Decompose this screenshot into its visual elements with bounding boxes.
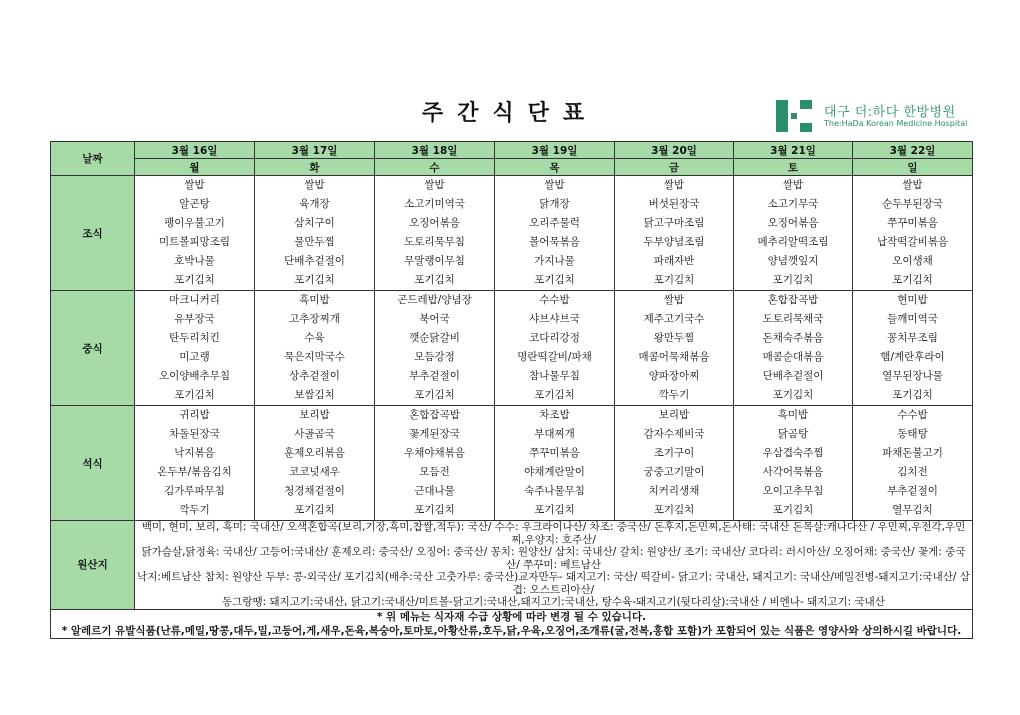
dish-item: 야채계란말이 [524, 466, 585, 478]
date-row [51, 142, 973, 159]
dish-item: 숙주나물무침 [524, 485, 585, 497]
dish-list [734, 291, 852, 405]
hospital-logo [776, 100, 986, 132]
day-of-week: 토 [734, 159, 853, 176]
dish-item: 매콤순대볶음 [762, 351, 824, 363]
dish-item: 쌀밥 [782, 179, 804, 191]
origin-row [51, 521, 973, 610]
dish-item: 유부장국 [174, 313, 215, 325]
dish-item: 양념깻잎지 [767, 255, 819, 267]
dish-list [853, 406, 972, 520]
dish-item: 쭈꾸미볶음 [529, 447, 580, 459]
dish-item: 들깨미역국 [887, 313, 938, 325]
dish-item: 메추리알떡조림 [757, 236, 829, 248]
dish-item: 참나물무침 [529, 370, 580, 382]
origin-line: 닭가슴살,닭정육: 국내산/ 고등어:국내산/ 훈제오리: 중국산/ 오징어: 중국산/ 꽁치: 원양산/ 삼치: 국내산/ 갈치: 원양산/ 조기: 국내산/ 코다리: 러시아산/ 오징어채: 중국산/ 꽃게: 중국산/ 쭈꾸미: 베트남산 [141, 546, 966, 571]
dish-item: 깻순닭갈비 [409, 332, 460, 344]
dish-list [615, 176, 733, 290]
meal-row [51, 406, 973, 521]
dish-item: 닭개장 [539, 198, 570, 210]
dish-item: 미고랭 [179, 351, 210, 363]
meal-cell [615, 291, 734, 406]
dish-item: 사각어묵볶음 [762, 466, 824, 478]
dish-item: 흑미밥 [777, 409, 809, 421]
page-title: 주간식단표 [421, 101, 599, 126]
dish-item: 사골곰국 [294, 428, 335, 440]
notice-cell [51, 609, 973, 638]
dish-list [495, 406, 614, 520]
dish-item: 쌀밥 [663, 179, 685, 191]
dish-item: 포기김치 [892, 274, 933, 286]
dish-item: 혼합잡곡밥 [767, 294, 819, 306]
dish-item: 햄/계란후라이 [880, 351, 945, 363]
dish-item: 열무된장나물 [882, 370, 943, 382]
dish-item: 두부양념조림 [643, 236, 705, 248]
dish-item: 닭고구마조림 [643, 217, 705, 229]
meal-cell [135, 291, 255, 406]
meal-label: 조식 [51, 176, 135, 291]
dish-item: 동태탕 [897, 428, 928, 440]
dish-list [135, 291, 254, 405]
dish-list [375, 291, 494, 405]
dish-item: 쭈꾸미볶음 [887, 217, 938, 229]
dish-item: 온두부/볶음김치 [157, 466, 232, 478]
dish-item: 파채돈불고기 [882, 447, 943, 459]
dish-item: 쌀밥 [304, 179, 325, 191]
dish-list [135, 406, 254, 520]
meal-label: 석식 [51, 406, 135, 521]
dish-item: 육개장 [299, 198, 330, 210]
dish-item: 오리주물럭 [529, 217, 580, 229]
dish-item: 깍두기 [658, 389, 690, 401]
dish-item: 오이생채 [892, 255, 933, 267]
dish-item: 오징어볶음 [409, 217, 460, 229]
dish-item: 포기김치 [772, 504, 814, 516]
dish-item: 순두부된장국 [882, 198, 943, 210]
dish-item: 포기김치 [414, 274, 455, 286]
dish-list [255, 176, 374, 290]
dish-item: 코다리강정 [529, 332, 580, 344]
dish-item: 매콤어묵채볶음 [638, 351, 710, 363]
dish-item: 가지나물 [534, 255, 575, 267]
dish-item: 쌀밥 [663, 294, 685, 306]
dish-item: 볼어묵볶음 [529, 236, 580, 248]
meal-cell [615, 176, 734, 291]
dish-item: 혼합잡곡밥 [409, 409, 460, 421]
origin-text [135, 521, 973, 610]
dish-item: 포기김치 [414, 389, 455, 401]
dish-item: 깍두기 [179, 504, 210, 516]
dish-item: 수육 [304, 332, 325, 344]
dish-item: 물만두찜 [294, 236, 335, 248]
dish-item: 꽃게된장국 [409, 428, 460, 440]
dish-item: 수수밥 [539, 294, 570, 306]
day-date: 3월 21일 [734, 142, 853, 159]
meal-cell [734, 291, 853, 406]
dish-item: 쌀밥 [544, 179, 565, 191]
dish-item: 닭곰탕 [777, 428, 809, 440]
dish-item: 치커리생채 [648, 485, 700, 497]
dish-item: 청경채겉절이 [284, 485, 345, 497]
dish-item: 북어국 [419, 313, 450, 325]
dish-item: 곤드레밥/양념장 [397, 294, 472, 306]
meal-cell [495, 406, 615, 521]
meal-cell [135, 406, 255, 521]
day-of-week: 금 [615, 159, 734, 176]
date-header-label: 날짜 [51, 142, 135, 176]
meal-cell [495, 291, 615, 406]
weekday-row [51, 159, 973, 176]
meal-cell [375, 291, 495, 406]
dish-item: 부추겉절이 [887, 485, 938, 497]
dish-item: 모듬전 [419, 466, 450, 478]
dish-item: 감자수제비국 [643, 428, 705, 440]
notice-line: * 위 메뉴는 식자재 수급 상황에 따라 변경 될 수 있습니다. [376, 610, 647, 623]
dish-list [255, 291, 374, 405]
dish-item: 쌀밥 [902, 179, 923, 191]
dish-item: 포기김치 [653, 274, 695, 286]
meal-cell [255, 176, 375, 291]
dish-list [734, 406, 852, 520]
dish-item: 단배추겉절이 [762, 370, 824, 382]
dish-item: 미트볼피망조림 [158, 236, 230, 248]
day-date: 3월 19일 [495, 142, 615, 159]
dish-item: 도토리묵무침 [404, 236, 465, 248]
dish-item: 단배추겉절이 [284, 255, 345, 267]
dish-item: 훈제오리볶음 [284, 447, 345, 459]
dish-item: 삼치구이 [294, 217, 335, 229]
dish-item: 소고기무국 [767, 198, 819, 210]
meal-cell [734, 406, 853, 521]
meal-cell [375, 176, 495, 291]
dish-item: 파래자반 [653, 255, 695, 267]
dish-item: 제주고기국수 [643, 313, 705, 325]
notice-row [51, 609, 973, 638]
dish-item: 현미밥 [897, 294, 928, 306]
dish-item: 꽁치무조림 [887, 332, 938, 344]
dish-item: 포기김치 [534, 504, 575, 516]
dish-item: 우채야채볶음 [404, 447, 465, 459]
notice-line: * 알레르기 유발식품(난류,메밀,땅콩,대두,밀,고등어,게,새우,돈육,복숭아,토마토,아황산류,호두,닭,우육,오징어,조개류(굴,전복,홍합 포함)가 포함되어 있는 식품은 영양사와 상의하시길 바랍니다. [61, 624, 962, 637]
origin-line: 동그랑땡: 돼지고기:국내산, 닭고기:국내산/미트볼-닭고기:국내산,돼지고기:국내산, 탕수육-돼지고기(뒷다리살):국내산 / 비엔나- 돼지고기: 국내산 [222, 596, 885, 608]
dish-list [135, 176, 254, 290]
dish-item: 도토리묵채국 [762, 313, 824, 325]
dish-item: 알곤탕 [179, 198, 210, 210]
dish-item: 양파장아찌 [648, 370, 700, 382]
dish-item: 귀리밥 [179, 409, 210, 421]
dish-item: 왕만두찜 [653, 332, 695, 344]
dish-item: 코코넛새우 [289, 466, 340, 478]
meal-cell [853, 291, 973, 406]
dish-item: 고추장찌개 [289, 313, 340, 325]
dish-item: 보리밥 [299, 409, 330, 421]
meal-cell [734, 176, 853, 291]
dish-item: 소고기미역국 [404, 198, 465, 210]
meal-cell [135, 176, 255, 291]
day-of-week: 화 [255, 159, 375, 176]
meal-label: 중식 [51, 291, 135, 406]
dish-item: 납작떡갈비볶음 [876, 236, 948, 248]
dish-list [495, 291, 614, 405]
dish-list [495, 176, 614, 290]
dish-item: 마크니커리 [169, 294, 220, 306]
dish-item: 무말랭이무침 [404, 255, 465, 267]
dish-item: 포기김치 [772, 389, 814, 401]
dish-item: 팽이우불고기 [164, 217, 225, 229]
dish-item: 낙지볶음 [174, 447, 215, 459]
dish-item: 묵은지막국수 [284, 351, 345, 363]
day-date: 3월 17일 [255, 142, 375, 159]
dish-item: 돈채숙주볶음 [762, 332, 824, 344]
dish-item: 부추겉절이 [409, 370, 460, 382]
meal-cell [495, 176, 615, 291]
day-of-week: 월 [135, 159, 255, 176]
dish-list [375, 176, 494, 290]
dish-item: 궁중고기말이 [643, 466, 705, 478]
day-date: 3월 20일 [615, 142, 734, 159]
meal-cell [375, 406, 495, 521]
dish-item: 모듬강정 [414, 351, 455, 363]
origin-label: 원산지 [51, 521, 135, 610]
origin-line: 낙지:베트남산 참치: 원양산 두부: 콩-외국산/ 포기김치(배추:국산 고춧가루: 중국산)교자만두- 돼지고기: 국산/ 떡갈비- 닭고기: 국내산, 돼지고기: 국내산/메밀전병-돼지고기:국내산/ 삼겹: 오스트리아산/ [137, 571, 970, 596]
dish-list [375, 406, 494, 520]
meal-row [51, 176, 973, 291]
dish-item: 탄두리치킨 [169, 332, 220, 344]
dish-item: 포기김치 [534, 389, 575, 401]
dish-item: 명란떡갈비/파채 [517, 351, 592, 363]
meal-row [51, 291, 973, 406]
dish-item: 포기김치 [414, 504, 455, 516]
day-of-week: 목 [495, 159, 615, 176]
dish-item: 근대나물 [414, 485, 455, 497]
meal-cell [853, 176, 973, 291]
dish-item: 보리밥 [658, 409, 690, 421]
dish-item: 상추겉절이 [289, 370, 340, 382]
dish-item: 샤브샤브국 [529, 313, 580, 325]
dish-list [853, 176, 972, 290]
dish-item: 포기김치 [892, 389, 933, 401]
dish-item: 쌀밥 [424, 179, 445, 191]
dish-item: 포기김치 [174, 274, 215, 286]
dish-item: 버섯된장국 [648, 198, 700, 210]
dish-item: 조기구이 [653, 447, 695, 459]
meal-cell [615, 406, 734, 521]
day-date: 3월 16일 [135, 142, 255, 159]
day-of-week: 일 [853, 159, 973, 176]
meal-cell [853, 406, 973, 521]
weekly-menu-table [50, 141, 973, 639]
dish-list [615, 406, 733, 520]
day-date: 3월 22일 [853, 142, 973, 159]
dish-list [734, 176, 852, 290]
day-of-week: 수 [375, 159, 495, 176]
dish-item: 열무김치 [892, 504, 933, 516]
origin-line: 백미, 현미, 보리, 흑미: 국내산/ 오색혼합곡(보리,기장,흑미,찹쌀,적두): 국산/ 수수: 우크라이나산/ 차조: 중국산/ 돈후지,돈민찌,돈사태: 국내산 돈목살:캐나다산 / 우민찌,우전각,우민찌,우양지: 호주산/ [141, 521, 966, 546]
dish-item: 차돌된장국 [169, 428, 220, 440]
hospital-subtitle: The:HaDa Korean Medicine Hospital [824, 119, 968, 128]
dish-item: 수수밥 [897, 409, 928, 421]
dish-item: 김치전 [897, 466, 928, 478]
day-date: 3월 18일 [375, 142, 495, 159]
dish-item: 차조밥 [539, 409, 570, 421]
dish-item: 우삼겹숙주찜 [762, 447, 824, 459]
dish-list [255, 406, 374, 520]
dish-item: 포기김치 [653, 504, 695, 516]
dish-item: 쌀밥 [184, 179, 205, 191]
dish-item: 김가루파무침 [164, 485, 225, 497]
dish-item: 보쌈김치 [294, 389, 335, 401]
dish-item: 오이고추무침 [762, 485, 824, 497]
hospital-name: 대구 더:하다 한방병원 [824, 105, 956, 120]
dish-item: 호박나물 [174, 255, 215, 267]
dish-item: 포기김치 [772, 274, 814, 286]
dish-item: 포기김치 [294, 274, 335, 286]
dish-item: 포기김치 [294, 504, 335, 516]
dish-item: 오이양배추무침 [158, 370, 230, 382]
dish-item: 오징어볶음 [767, 217, 819, 229]
dish-item: 부대찌개 [534, 428, 575, 440]
dish-item: 포기김치 [174, 389, 215, 401]
hospital-logo-icon [776, 100, 812, 132]
meal-cell [255, 406, 375, 521]
dish-item: 흑미밥 [299, 294, 330, 306]
dish-list [615, 291, 733, 405]
dish-list [853, 291, 972, 405]
meal-cell [255, 291, 375, 406]
dish-item: 포기김치 [534, 274, 575, 286]
